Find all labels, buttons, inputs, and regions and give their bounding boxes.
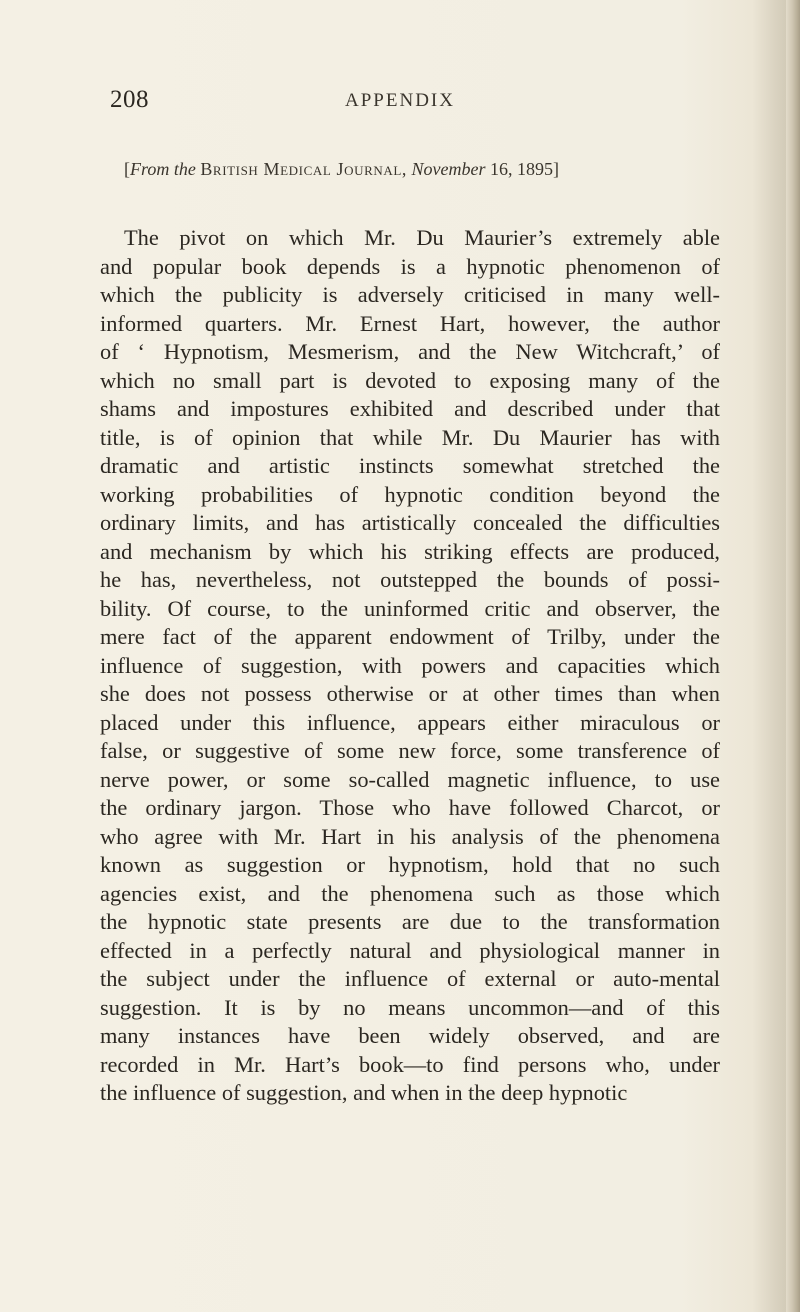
source-journal: British Medical Journal, xyxy=(200,159,407,179)
text-line: false, or suggestive of some new force, some transference of xyxy=(100,738,720,763)
text-line: the ordinary jargon. Those who have followed Charcot, or xyxy=(100,795,720,820)
text-line: of ‘ Hypnotism, Mesmerism, and the New Witchcraft,’ of xyxy=(100,339,720,364)
text-line: shams and impostures exhibited and described under that xyxy=(100,396,720,421)
text-line: he has, nevertheless, not outstepped the bounds of possi- xyxy=(100,567,720,592)
text-line: and popular book depends is a hypnotic phenomenon of xyxy=(100,253,720,279)
text-line: suggestion. It is by no means uncommon—and of this xyxy=(100,994,720,1020)
text-line: known as suggestion or hypnotism, hold that no such xyxy=(100,852,720,877)
text-line: ordinary limits, and has artistically concealed the difficulties xyxy=(100,510,720,535)
source-close-bracket: ] xyxy=(552,159,559,179)
text-line: bility. Of course, to the uninformed critic and observer, the xyxy=(100,595,720,621)
text-line: the hypnotic state presents are due to the transformation xyxy=(100,909,720,934)
running-head: APPENDIX xyxy=(345,90,455,111)
text-line: placed under this influence, appears either miraculous or xyxy=(100,709,720,735)
text-line: who agree with Mr. Hart in his analysis of the phenomena xyxy=(100,823,720,849)
text-line: effected in a perfectly natural and physiological manner in xyxy=(100,937,720,963)
source-from-the: From the xyxy=(130,159,196,179)
body-paragraph xyxy=(100,224,720,1108)
text-line: influence of suggestion, with powers and capacities which xyxy=(100,652,720,678)
source-month: November xyxy=(411,159,486,179)
page-spine-edge xyxy=(786,0,800,1312)
source-date-year: 16, 1895 xyxy=(489,159,553,179)
text-line: the subject under the influence of external or auto-mental xyxy=(100,966,720,991)
text-line: mere fact of the apparent endowment of Trilby, under the xyxy=(100,624,720,649)
source-citation xyxy=(124,159,559,180)
text-line: agencies exist, and the phenomena such as those which xyxy=(100,880,720,906)
text-line: many instances have been widely observed, and are xyxy=(100,1023,720,1048)
text-line: dramatic and artistic instincts somewhat stretched the xyxy=(100,453,720,478)
text-line: which the publicity is adversely criticised in many well- xyxy=(100,282,720,307)
text-line: she does not possess otherwise or at other times than when xyxy=(100,681,720,706)
text-line: informed quarters. Mr. Ernest Hart, however, the author xyxy=(100,310,720,336)
text-line: the influence of suggestion, and when in the deep hypnotic xyxy=(100,1080,628,1105)
source-open-bracket: [ xyxy=(124,159,130,179)
text-line: working probabilities of hypnotic condition beyond the xyxy=(100,481,720,507)
text-line: nerve power, or some so-called magnetic influence, to use xyxy=(100,766,720,792)
text-line: and mechanism by which his striking effects are produced, xyxy=(100,538,720,564)
text-line: The pivot on which Mr. Du Maurier’s extremely able xyxy=(124,225,720,250)
text-line: which no small part is devoted to exposing many of the xyxy=(100,367,720,393)
text-line: title, is of opinion that while Mr. Du Maurier has with xyxy=(100,424,720,450)
text-line: recorded in Mr. Hart’s book—to find persons who, under xyxy=(100,1051,720,1077)
page-number: 208 xyxy=(110,86,149,113)
